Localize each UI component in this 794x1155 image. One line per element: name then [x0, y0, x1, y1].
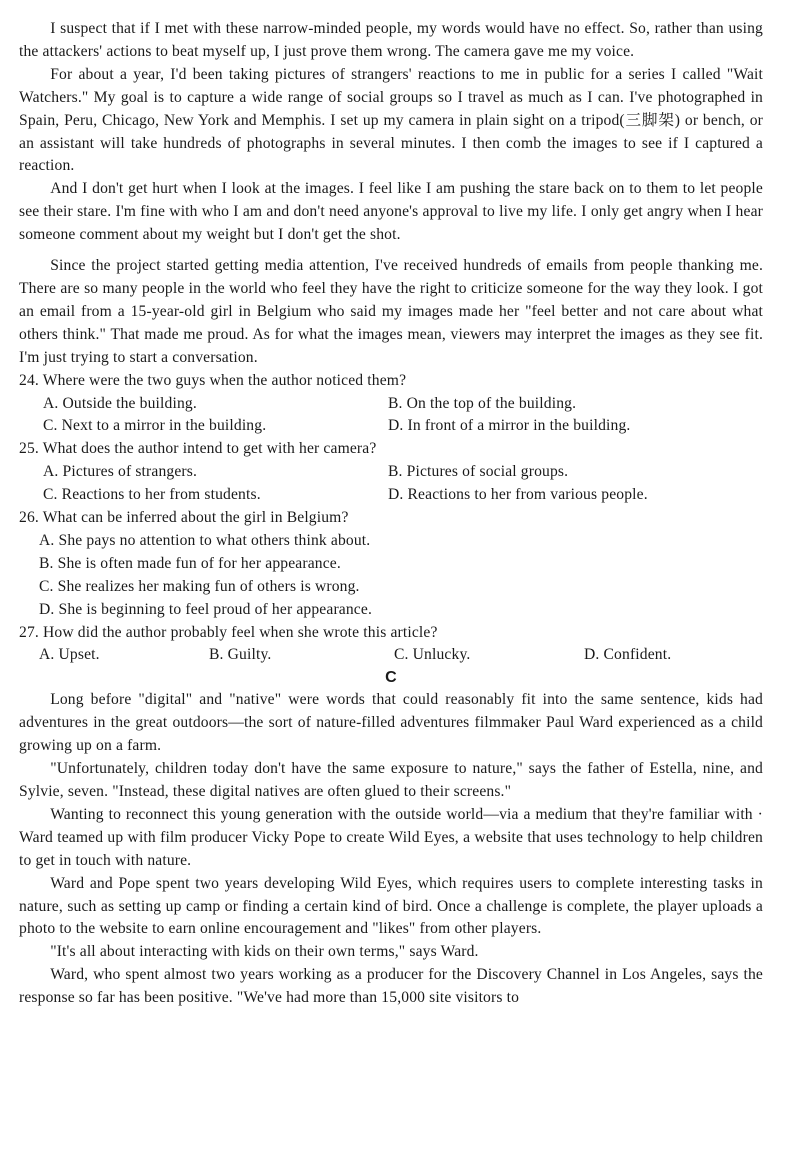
question-26 — [19, 507, 763, 622]
question-stem: 24. Where were the two guys when the author noticed them? — [19, 371, 407, 389]
question-options — [19, 393, 763, 439]
question-25 — [19, 438, 763, 507]
option-b: B. She is often made fun of for her appearance. — [39, 554, 341, 572]
passage-paragraph: And I don't get hurt when I look at the images. I feel like I am pushing the stare back on to them to let people see their stare. I'm fine with who I am and don't need anyone's approval to live my life. I only get angry when I hear someone comment about my weight but I don't get the shot. — [19, 180, 763, 244]
option-b: B. Pictures of social groups. — [388, 463, 569, 481]
passage-paragraph: Wanting to reconnect this young generation with the outside world—via a medium that they're familiar with · Ward teamed up with film producer Vicky Pope to create Wild Eyes, a website that uses technology to help children to get in touch with nature. — [19, 805, 763, 869]
option-d: D. Confident. — [584, 646, 672, 664]
option-d: D. Reactions to her from various people. — [388, 486, 648, 504]
passage-paragraph: For about a year, I'd been taking pictures of strangers' reactions to me in public for a series I called "Wait Watchers." My goal is to capture a wide range of social groups so I travel as much as I can. I've photographed in Spain, Peru, Chicago, New York and Memphis. I set up my camera in plain sight on a tripod(三脚架) or bench, or an assistant will take hundreds of photographs in several minutes. I then comb the images to see if I captured a reaction. — [19, 65, 763, 175]
passage-paragraph: Long before "digital" and "native" were words that could reasonably fit into the same sentence, kids had adventures in the great outdoors—the sort of nature-filled adventures filmmaker Paul Ward experienced as a child growing up on a farm. — [19, 691, 763, 755]
passage-paragraph: I suspect that if I met with these narrow-minded people, my words would have no effect. So, rather than using the attackers' actions to beat myself up, I just prove them wrong. The camera gave me my voice. — [19, 20, 763, 60]
passage-paragraph: Since the project started getting media attention, I've received hundreds of emails from people thanking me. There are so many people in the world who feel they have the right to criticize someone for the way they look. I got an email from a 15-year-old girl in Belgium who said my images made her "feel better and not care about what others think." That made me proud. As for what the images mean, viewers may interpret the images as they see fit. I'm just trying to start a conversation. — [19, 257, 763, 366]
option-b: B. Guilty. — [209, 646, 272, 664]
option-d: D. In front of a mirror in the building. — [388, 417, 631, 435]
option-a: A. Pictures of strangers. — [43, 463, 198, 481]
option-c: C. Reactions to her from students. — [43, 486, 261, 504]
passage-paragraph: Ward, who spent almost two years working as a producer for the Discovery Channel in Los Angeles, says the response so far has been positive. "We've had more than 15,000 site visitors to — [19, 966, 763, 1007]
question-stem: 26. What can be inferred about the girl in Belgium? — [19, 509, 349, 527]
question-24 — [19, 370, 763, 439]
option-c: C. Unlucky. — [394, 646, 471, 664]
option-a: A. Upset. — [39, 646, 100, 664]
option-d: D. She is beginning to feel proud of her appearance. — [39, 600, 372, 618]
option-c: C. She realizes her making fun of others is wrong. — [39, 577, 360, 595]
question-options — [19, 644, 763, 667]
passage-paragraph: "It's all about interacting with kids on their own terms," says Ward. — [50, 943, 479, 961]
question-options — [19, 461, 763, 507]
option-c: C. Next to a mirror in the building. — [43, 417, 267, 435]
option-b: B. On the top of the building. — [388, 394, 577, 412]
passage-paragraph: Ward and Pope spent two years developing Wild Eyes, which requires users to complete interesting tasks in nature, such as setting up camp or finding a certain kind of bird. Once a challenge is complete, the player uploads a photo to the website to earn online encouragement and "likes" from other players. — [19, 874, 763, 938]
question-27 — [19, 622, 763, 668]
question-stem: 27. How did the author probably feel when she wrote this article? — [19, 623, 438, 641]
question-stem: 25. What does the author intend to get with her camera? — [19, 440, 377, 458]
passage-paragraph: "Unfortunately, children today don't have the same exposure to nature," says the father of Estella, nine, and Sylvie, seven. "Instead, these digital natives are often glued to their screens." — [19, 760, 763, 800]
section-heading: C — [385, 669, 397, 687]
option-a: A. Outside the building. — [43, 394, 197, 412]
option-a: A. She pays no attention to what others think about. — [39, 531, 371, 549]
question-options — [19, 530, 763, 622]
exam-page — [19, 18, 763, 1010]
